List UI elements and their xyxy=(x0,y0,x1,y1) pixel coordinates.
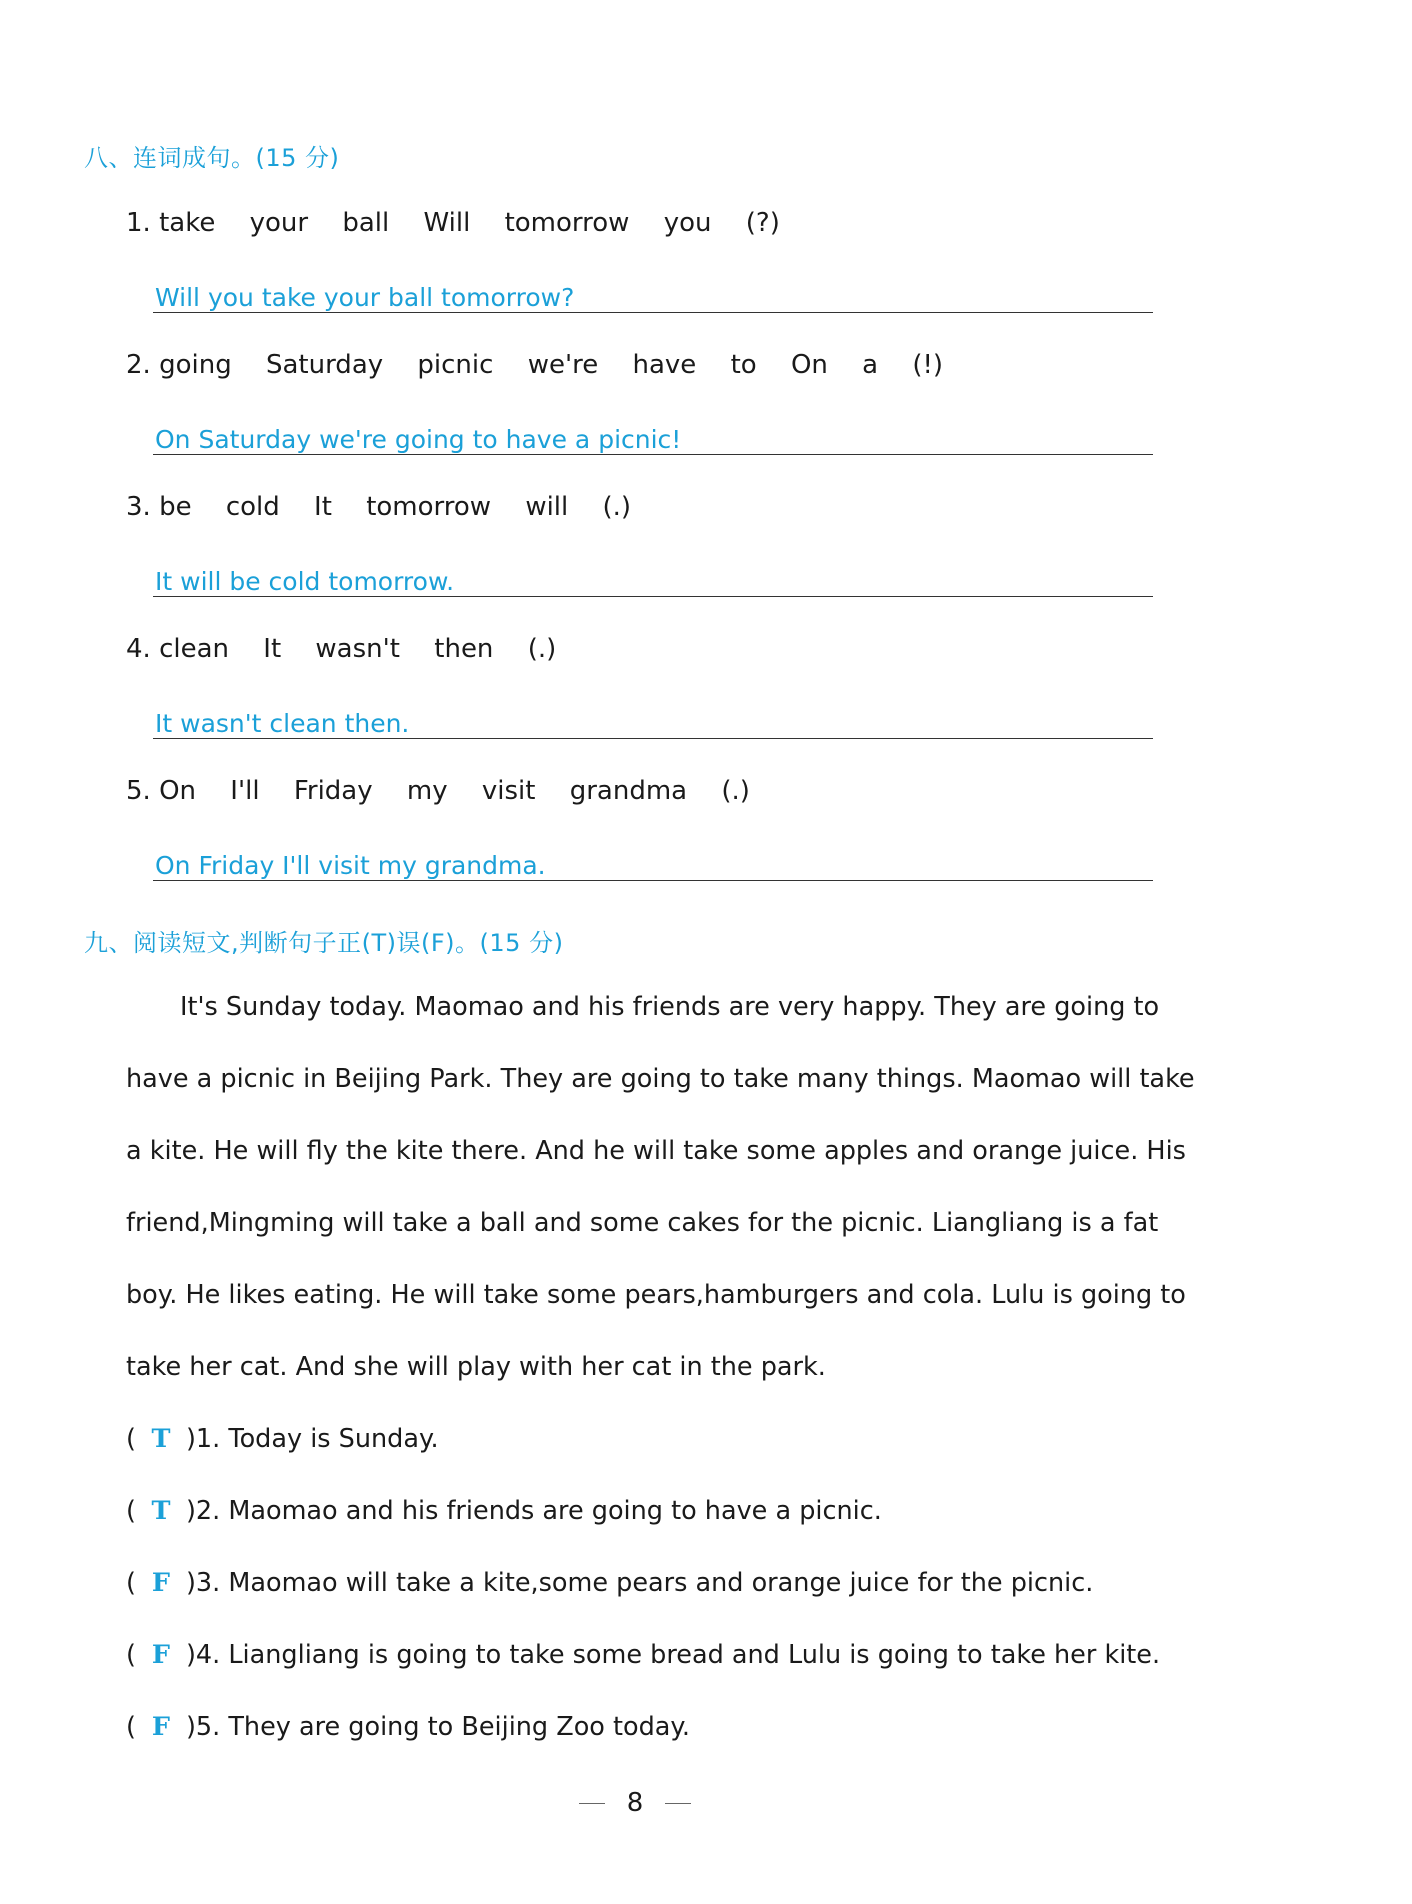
word: take xyxy=(159,208,216,238)
statement-1 xyxy=(126,1424,439,1454)
word: to xyxy=(730,350,757,380)
section-9-title: 九、阅读短文,判断句子正(T)误(F)。(15 分) xyxy=(84,929,564,957)
word: be xyxy=(159,492,192,522)
word: (?) xyxy=(745,208,780,238)
statement-2 xyxy=(126,1496,882,1526)
statement-text-4: )4. Liangliang is going to take some bread and Lulu is going to take her kite. xyxy=(185,1640,1161,1670)
word: (.) xyxy=(602,492,632,522)
answer-line-5 xyxy=(153,842,1153,881)
word: picnic xyxy=(417,350,494,380)
question-5-words xyxy=(126,776,776,806)
word: clean xyxy=(159,634,230,664)
word: you xyxy=(663,208,712,238)
word: a xyxy=(862,350,879,380)
statement-text-2: )2. Maomao and his friends are going to have a picnic. xyxy=(185,1496,882,1526)
statement-text-1: )1. Today is Sunday. xyxy=(185,1424,439,1454)
word: your xyxy=(249,208,309,238)
statement-text-3: )3. Maomao will take a kite,some pears and orange juice for the picnic. xyxy=(185,1568,1094,1598)
word: (.) xyxy=(721,776,750,806)
word: my xyxy=(406,776,448,806)
passage-line-5: boy. He likes eating. He will take some pears,hamburgers and cola. Lulu is going to xyxy=(126,1280,1186,1310)
word: On xyxy=(790,350,828,380)
question-number: 3. xyxy=(126,492,151,522)
statement-4 xyxy=(126,1640,1160,1670)
answer-line-2 xyxy=(153,416,1153,455)
word: cold xyxy=(225,492,280,522)
open-paren: ( xyxy=(126,1496,136,1526)
word: Friday xyxy=(293,776,373,806)
question-number: 4. xyxy=(126,634,151,664)
open-paren: ( xyxy=(126,1424,136,1454)
answer-line-1 xyxy=(153,274,1153,313)
open-paren: ( xyxy=(126,1712,136,1742)
question-4-words xyxy=(126,634,582,664)
answer-text-1: Will you take your ball tomorrow? xyxy=(155,283,575,312)
word: tomorrow xyxy=(504,208,630,238)
statement-text-5: )5. They are going to Beijing Zoo today. xyxy=(185,1712,690,1742)
passage-line-4: friend,Mingming will take a ball and some cakes for the picnic. Liangliang is a fat xyxy=(126,1208,1159,1238)
word: tomorrow xyxy=(366,492,492,522)
question-number: 2. xyxy=(126,350,151,380)
tf-answer-3: F xyxy=(151,1568,170,1598)
word: On xyxy=(159,776,197,806)
word: going xyxy=(159,350,232,380)
word: It xyxy=(314,492,332,522)
word: (.) xyxy=(527,634,557,664)
question-number: 5. xyxy=(126,776,151,806)
statement-5 xyxy=(126,1712,690,1742)
tf-answer-5: F xyxy=(151,1712,170,1742)
footer-dash-left xyxy=(579,1803,605,1804)
answer-text-5: On Friday I'll visit my grandma. xyxy=(155,851,546,880)
word: will xyxy=(525,492,569,522)
tf-answer-1: T xyxy=(151,1424,171,1454)
word: grandma xyxy=(569,776,688,806)
tf-answer-2: T xyxy=(151,1496,171,1526)
answer-text-2: On Saturday we're going to have a picnic! xyxy=(155,425,682,454)
answer-line-3 xyxy=(153,558,1153,597)
tf-answer-4: F xyxy=(151,1640,170,1670)
word: It xyxy=(263,634,282,664)
answer-line-4 xyxy=(153,700,1153,739)
word: we're xyxy=(527,350,599,380)
word: ball xyxy=(342,208,390,238)
page-footer xyxy=(0,1788,1270,1818)
page-number: 8 xyxy=(626,1788,644,1818)
word: wasn't xyxy=(315,634,400,664)
section-8-title: 八、连词成句。(15 分) xyxy=(84,144,340,172)
answer-text-4: It wasn't clean then. xyxy=(155,709,410,738)
open-paren: ( xyxy=(126,1568,136,1598)
word: I'll xyxy=(230,776,260,806)
word: then xyxy=(434,634,494,664)
passage-line-1: It's Sunday today. Maomao and his friends are very happy. They are going to xyxy=(180,992,1160,1022)
open-paren: ( xyxy=(126,1640,136,1670)
word: Will xyxy=(423,208,471,238)
answer-text-3: It will be cold tomorrow. xyxy=(155,567,455,596)
footer-dash-right xyxy=(665,1803,691,1804)
question-2-words xyxy=(126,350,969,380)
word: (!) xyxy=(912,350,944,380)
question-3-words xyxy=(126,492,657,522)
question-1-words xyxy=(126,208,806,238)
word: have xyxy=(632,350,697,380)
word: Saturday xyxy=(265,350,384,380)
passage-line-2: have a picnic in Beijing Park. They are going to take many things. Maomao will take xyxy=(126,1064,1195,1094)
word: visit xyxy=(481,776,536,806)
passage-line-6: take her cat. And she will play with her cat in the park. xyxy=(126,1352,826,1382)
passage-line-3: a kite. He will fly the kite there. And he will take some apples and orange juice. His xyxy=(126,1136,1186,1166)
statement-3 xyxy=(126,1568,1093,1598)
question-number: 1. xyxy=(126,208,151,238)
